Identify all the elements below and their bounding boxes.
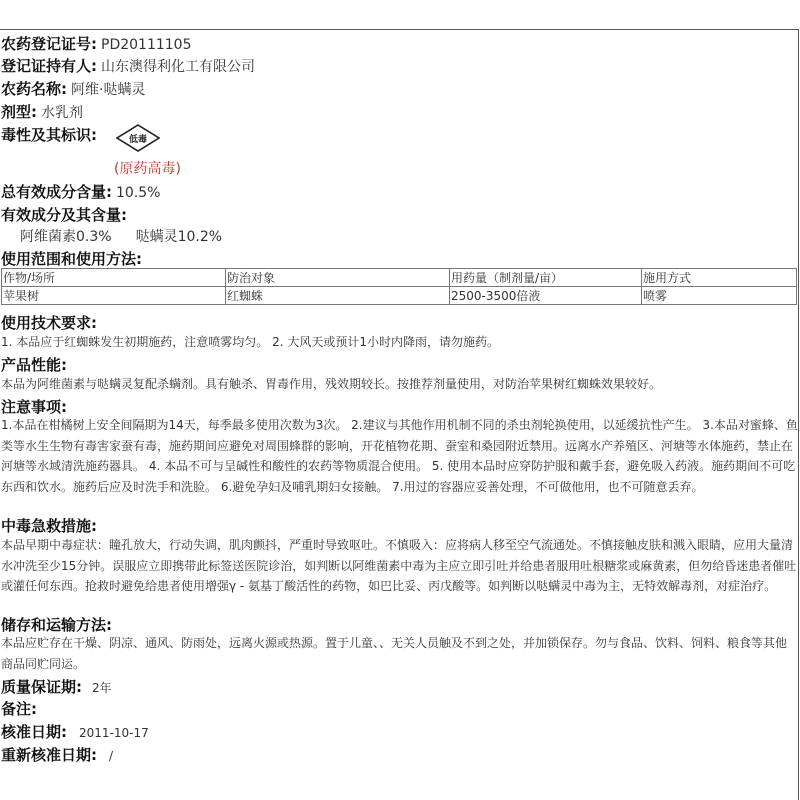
tech-label: 使用技术要求: <box>1 314 97 332</box>
caution-text: 1.本品在柑橘树上安全间隔期为14天，每季最多使用次数为3次。 2.建议与其他作用机制不同的杀虫剂轮换使用，以延缓抗性产生。 3.本品对蜜蜂、鱼类等水生生物有毒害家蚕有毒，施药期间应避免对周围蜂群的影响，开花植物花期、蚕室和桑园附近禁用。远离水产养殖区、河塘等水体施药，禁止在河塘等水域清洗施药器具。 4. 本品不可与呈碱性和酸性的农药等物质混合使用。 5. 使用本品时应穿防护服和戴手套，避免吸入药液。施药期间不可吃东西和饮水。施药后应及时洗手和洗脸。 6.避免孕妇及哺乳期妇女接触。 7.用过的容器应妥善处理，不可做他用，也不可随意丢弃。 <box>1 418 798 494</box>
reapproval-date-label: 重新核准日期: <box>1 746 97 764</box>
approval-date-row <box>1 721 149 742</box>
firstaid-heading-row <box>1 515 97 536</box>
storage-label: 储存和运输方法: <box>1 616 112 634</box>
perf-heading-row <box>1 354 67 375</box>
holder-label: 登记证持有人: <box>1 57 97 75</box>
table-header-cell: 作物/场所 <box>2 269 226 287</box>
total-content-value: 10.5% <box>116 185 161 201</box>
ingredient-item: 阿维菌素0.3% <box>20 229 112 245</box>
remark-label: 备注: <box>1 700 37 718</box>
toxicity-note: (原药高毒) <box>114 161 181 177</box>
product-name-label: 农药名称: <box>1 80 67 98</box>
table-cell: 2500-3500倍液 <box>450 287 642 305</box>
holder-row <box>1 55 255 76</box>
product-name-value: 阿维·哒螨灵 <box>71 82 146 98</box>
table-cell: 喷雾 <box>642 287 797 305</box>
table-row <box>2 287 797 305</box>
caution-heading-row <box>1 396 67 417</box>
firstaid-label: 中毒急救措施: <box>1 517 97 535</box>
approval-date-value: 2011-10-17 <box>79 726 149 740</box>
table-cell: 苹果树 <box>2 287 226 305</box>
ingredients-label: 有效成分及其含量: <box>1 206 127 224</box>
storage-heading-row <box>1 614 112 635</box>
tech-text: 1. 本品应于红蜘蛛发生初期施药，注意喷雾均匀。 2. 大风天或预计1小时内降雨，请勿施药。 <box>1 335 499 349</box>
table-header-row <box>2 269 797 287</box>
reapproval-date-row <box>1 744 113 765</box>
product-name-row <box>1 78 145 99</box>
table-cell: 红蜘蛛 <box>226 287 450 305</box>
formulation-label: 剂型: <box>1 103 37 121</box>
badge-text: 低毒 <box>128 135 148 145</box>
tech-heading-row <box>1 312 97 333</box>
formulation-row <box>1 101 83 122</box>
caution-label: 注意事项: <box>1 398 67 416</box>
approval-date-label: 核准日期: <box>1 723 67 741</box>
ingredient-item: 哒螨灵10.2% <box>135 229 223 245</box>
formulation-value: 水乳剂 <box>41 105 83 121</box>
usage-table <box>1 268 797 305</box>
usage-label: 使用范围和使用方法: <box>1 250 142 268</box>
low-toxicity-badge-icon <box>116 124 160 152</box>
toxicity-row <box>1 124 97 145</box>
remark-row <box>1 698 47 719</box>
perf-label: 产品性能: <box>1 356 67 374</box>
storage-text: 本品应贮存在干燥、阴凉、通风、防雨处，远离火源或热源。置于儿童、、无关人员触及不到之处，并加锁保存。勿与食品、饮料、饲料、粮食等其他商品同贮同运。 <box>1 636 788 671</box>
perf-text: 本品为阿维菌素与哒螨灵复配杀螨剂。具有触杀、胃毒作用，残效期较长。按推荐剂量使用，对防治苹果树红蜘蛛效果较好。 <box>1 377 662 391</box>
reg-no-label: 农药登记证号: <box>1 35 97 53</box>
firstaid-text: 本品早期中毒症状：瞳孔放大，行动失调，肌肉颤抖，严重时导致呕吐。不慎吸入：应将病人移至空气流通处。不慎接触皮肤和溅入眼睛，应用大量清水冲洗至少15分钟。误服应立即携带此标签送医院诊治，如判断以阿维菌素中毒为主应立即引吐并给患者服用吐根糖浆或麻黄素，但勿给昏迷患者催吐或灌任何东西。抢救时避免给患者使用增强γ - 氨基丁酸活性的药物，如巴比妥、丙戊酸等。如判断以哒螨灵中毒为主，无特效解毒剂，对症治疗。 <box>1 538 797 593</box>
holder-value: 山东澳得利化工有限公司 <box>101 59 255 75</box>
ingredients-row <box>1 204 127 225</box>
total-content-row <box>1 181 160 202</box>
reg-no-row <box>1 33 191 54</box>
reg-no-value: PD20111105 <box>101 37 192 53</box>
shelf-life-row <box>1 676 112 697</box>
table-header-cell: 用药量（制剂量/亩） <box>450 269 642 287</box>
toxicity-label: 毒性及其标识: <box>1 126 97 144</box>
table-header-cell: 施用方式 <box>642 269 797 287</box>
shelf-life-label: 质量保证期: <box>1 678 82 696</box>
table-header-cell: 防治对象 <box>226 269 450 287</box>
ingredients-list <box>20 226 222 246</box>
reapproval-date-value: / <box>109 749 114 763</box>
total-content-label: 总有效成分含量: <box>1 183 112 201</box>
usage-row <box>1 248 142 269</box>
shelf-life-value: 2年 <box>92 681 112 695</box>
